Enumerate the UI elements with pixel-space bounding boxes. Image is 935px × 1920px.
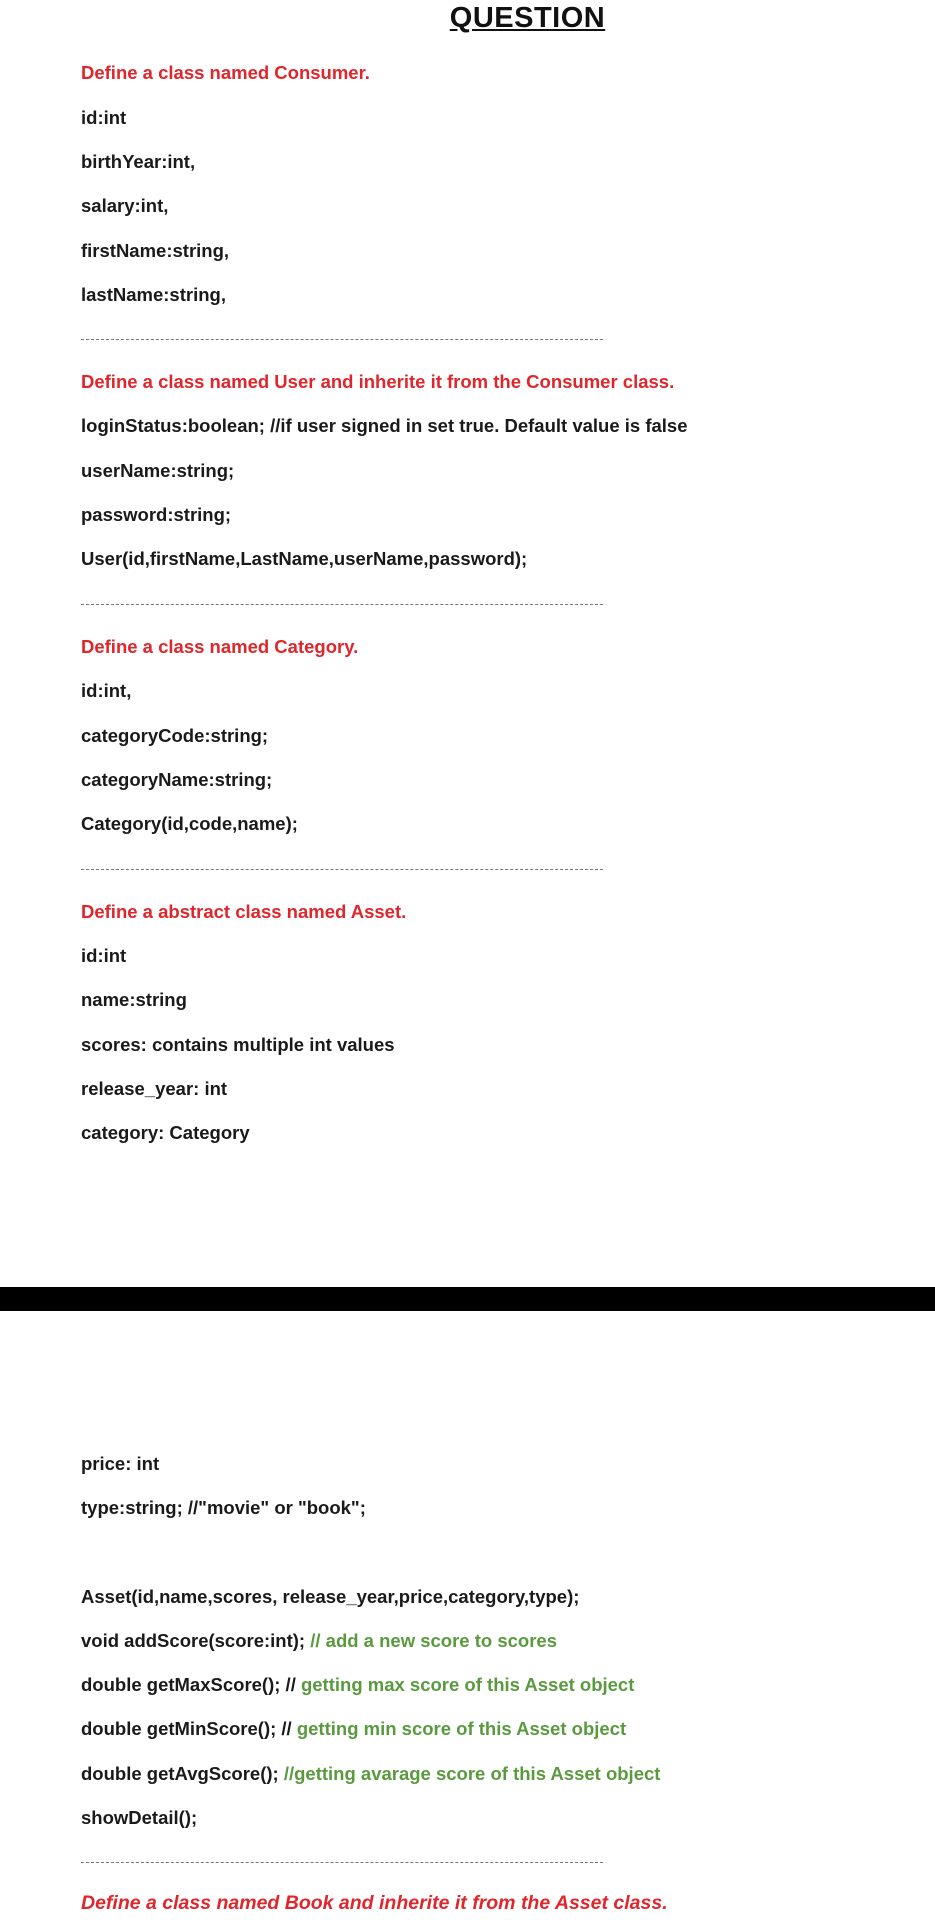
asset-field-type: type:string; //"movie" or "book"; xyxy=(81,1497,366,1518)
asset-field-price: price: int xyxy=(81,1453,160,1474)
page-title: QUESTION xyxy=(449,2,606,34)
method-comment: getting max score of this Asset object xyxy=(300,1674,635,1695)
consumer-field-lastname: lastName:string, xyxy=(81,284,226,305)
consumer-field-salary: salary:int, xyxy=(81,195,169,216)
method-code: double getAvgScore(); xyxy=(81,1763,284,1784)
asset-method-getavgscore xyxy=(81,1763,660,1785)
page-break-bar xyxy=(0,1287,935,1311)
user-constructor: User(id,firstName,LastName,userName,password); xyxy=(81,548,528,569)
asset-field-release-year: release_year: int xyxy=(81,1078,228,1099)
method-code: void addScore(score:int); xyxy=(81,1630,311,1651)
user-field-username: userName:string; xyxy=(81,460,235,481)
consumer-heading: Define a class named Consumer. xyxy=(81,62,370,83)
method-comment: //getting avarage score of this Asset object xyxy=(283,1763,661,1784)
consumer-field-firstname: firstName:string, xyxy=(81,240,230,261)
asset-constructor: Asset(id,name,scores, release_year,price,category,type); xyxy=(81,1586,580,1607)
method-comment: getting min score of this Asset object xyxy=(296,1718,627,1739)
category-heading: Define a class named Category. xyxy=(81,636,359,657)
user-heading: Define a class named User and inherite it from the Consumer class. xyxy=(81,371,675,392)
asset-field-scores: scores: contains multiple int values xyxy=(81,1034,395,1055)
separator xyxy=(81,869,603,870)
separator xyxy=(81,339,603,340)
method-code: double getMinScore(); // xyxy=(81,1718,297,1739)
asset-field-name: name:string xyxy=(81,989,187,1010)
asset-method-showdetail: showDetail(); xyxy=(81,1807,198,1828)
asset-method-addscore xyxy=(81,1630,557,1652)
category-field-id: id:int, xyxy=(81,680,132,701)
book-heading: Define a class named Book and inherite it from the Asset class. xyxy=(81,1892,668,1914)
asset-field-id: id:int xyxy=(81,945,127,966)
consumer-field-birthyear: birthYear:int, xyxy=(81,151,196,172)
asset-heading: Define a abstract class named Asset. xyxy=(81,901,407,922)
consumer-field-id: id:int xyxy=(81,107,127,128)
user-field-loginstatus: loginStatus:boolean; //if user signed in set true. Default value is false xyxy=(81,415,688,436)
category-field-code: categoryCode:string; xyxy=(81,725,269,746)
asset-field-category: category: Category xyxy=(81,1122,250,1143)
method-comment: // add a new score to scores xyxy=(310,1630,557,1651)
method-code: double getMaxScore(); // xyxy=(81,1674,301,1695)
category-field-name: categoryName:string; xyxy=(81,769,273,790)
asset-method-getmaxscore xyxy=(81,1674,634,1696)
user-field-password: password:string; xyxy=(81,504,232,525)
separator xyxy=(81,1862,603,1863)
separator xyxy=(81,604,603,605)
category-constructor: Category(id,code,name); xyxy=(81,813,298,834)
asset-method-getminscore xyxy=(81,1718,626,1740)
